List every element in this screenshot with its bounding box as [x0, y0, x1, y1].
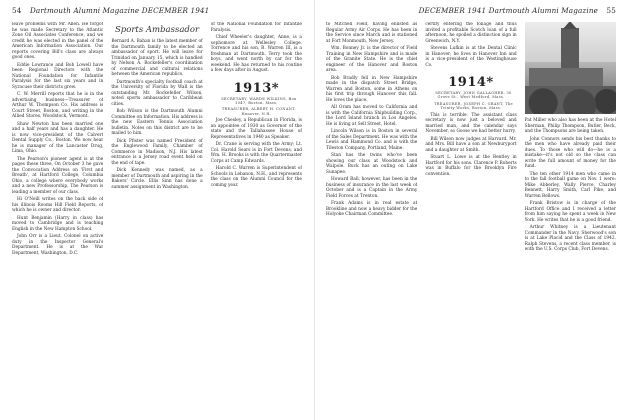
class-year-heading: 1914* [448, 75, 494, 90]
paragraph: All Oram has moved to California and is with the California Shipbuilding Corp., the Lord Island branch in Los Angeles. He is living at Sell Street, Hotel. [326, 105, 418, 127]
paragraph: of the National Foundation for Infantile Paralysis. [210, 22, 302, 33]
photo-trees [525, 86, 616, 114]
right-page [314, 0, 628, 420]
column-1 [12, 22, 103, 414]
paragraph: Eddie Lowrance and Bob Lowell have been Regional Directors with the National Foundation for Infantile Paralysis for the last six years and in Syracuse their districts grew. [12, 62, 104, 90]
paragraph: certify entering the foliage and thus invited a profitable Scotch loan of a full afternoon, he spoiled a distinction sign in Greenwich, N.Y. [425, 22, 517, 44]
paragraph: C. W. Merrill reports that he is in the advertising business—Treasurer of Arthur W. Thompson Co. His address is Court Street, Boston, and writing in the Allied Stores, Woodstock, Vermont. [12, 92, 104, 119]
page-number: 55 [606, 6, 616, 15]
paragraph: to Mitchell Field, having enlisted as Regular Army Air Corps. He has been in the Service since March and is stationed at Fort Monmouth, New Jersey. [326, 22, 418, 44]
paragraph: Hunt Benjamin (Harry in class) has moved to Cambridge and is teaching English in the New Hampton School. [12, 215, 104, 232]
paragraph: Bill Wilson now judges at Harvard. Mr. and Mrs. Bill have a son at Newburyport and a daughter at Smith. [425, 136, 517, 153]
running-title: DECEMBER 1941 Dartmouth Alumni Magazine [418, 6, 598, 15]
paragraph: Bob Wilson is the Dartmouth Alumni Committee on Information. His address is the new Eastern Tennis Association bulletin. Notes on this district are to be mailed to him. [111, 109, 203, 136]
paragraph: Shaw Newton has been married one and a half years and has a daughter. He is now vice-president of the Calvert Dental Supply Co., Boston. We now hear he is manager of the Lancaster Drug, Lima, Ohio. [12, 121, 104, 154]
paragraph: Frank Bristow is in charge of the Hartford Office and I received a letter from him saying he spent a week in New York. He writes that he is a good friend. [524, 201, 616, 223]
paragraph: This is terrible. The assistant class secretary is now just a beloved and married man, and the calendar says November, so Goose we had better hurry. [425, 112, 517, 135]
paragraph: Arthur Whitney is a Lieutenant Commander in the Navy. Sherwood's son is at Lake Placid and the Class of 1942. Ralph Stevens, a recent class member, is with the U.S. Corps Club, Fort Devens. [524, 225, 616, 252]
paragraph: Dick Pfister was named President of the Englewood Family, Chamber of Commerce in Madison, N.J. His latest entrance is a Jersey road event held on the end of tape. [111, 138, 203, 166]
church-photo [525, 22, 616, 114]
paragraph: Stan has the twins who've been showing our class at Woodstock and Walpole. Buck has an outing on Lake Sunapee. [326, 153, 418, 175]
paragraph: Harold C. Warren is Superintendent of Schools in Lebanon, N.H., and represents the class on the Alumni Council for the coming year. [210, 166, 302, 188]
column-2 [111, 22, 202, 414]
secretary-line: SECRETARY, WARDE WILKINS, Box 1047, Boston, Mass. [221, 96, 297, 105]
column-2 [425, 22, 516, 414]
running-title: Dartmouth Alumni Magazine DECEMBER 1941 [30, 6, 210, 15]
secretary-line: SECRETARY, JOHN GALLAGHER, 30 Grove St., West Medford, Mass. [435, 91, 512, 100]
text-columns [326, 22, 616, 414]
paragraph: John Orr is a Lieut. Colonel on active duty in the Inspector General's Department. He is at the War Department, Washington, D.C. [12, 234, 104, 256]
section-title: Sports Ambassador [114, 25, 200, 35]
paragraph: Frank Adams is in real estate at Brookline and now a heavy bidder for the Holyoke Chairman Committee. [326, 201, 418, 217]
paragraph: John Connors sends his best thanks to the men who have already paid their dues. To those who will do—he is a mistake—it's not old so the class can write the full amount of money for the fund. [524, 136, 616, 169]
paragraph: The ten other 1914 men who came in to the fall football game on Nov. 1 were: Mike Abberley, Wally Pierce, Charley Bennett, Harry Smith, Carl Pike, and Warren Bellows. [524, 171, 616, 199]
paragraph: Dick Kennedy was named, as a member of Dartmouth and aspiring in the Bakers' Circle. Ellis Sinn has done a summer assignment in Washington. [111, 168, 203, 190]
column-3 [211, 22, 302, 414]
paragraph: Dr. Crane is serving with the Army; Lt. Col. Harold Sears is in Fort Devens, and Wm. H. Brooks is with the Quartermaster Corps at Camp Edwards. [210, 142, 302, 164]
paragraph: Chief Wheeler's daughter, Anne, is a sophomore at Wellesley College. Torrence and his son, B. Warren III, is a freshman at Dartmouth. Terry took the boys, and went north by car for the weekend. He has returned to his routine a few days after in August. [210, 35, 302, 73]
paragraph: Stuart L. Lowe is at the Bentley in Hartford for his sons. Clarence P. Roberts was in Buffalo for the Brooklyn Fire convention. [425, 155, 517, 177]
running-header [326, 6, 616, 18]
paragraph: Howard Ball, however, has been in the business of insurance in the last week of October and is a Captain in the Army Field Forces at Trenton. [326, 177, 418, 199]
running-header [12, 6, 302, 18]
paragraph: Bernard A. Bahan is the latest member of the Dartmouth family to be elected an ambassador of sport. He will leave for Trinidad on January 15, which is handled by Nelson A. Rockefeller's coordination of commercial and cultural relations between the American republics. [111, 39, 203, 77]
column-1 [326, 22, 417, 414]
text-columns [12, 22, 302, 414]
treasurer-line: TREASURER, ALBERT H. CONANT, Hanover, N.H. [221, 107, 296, 116]
paragraph: leave problems with Mr. Allen. He forgot he was made Secretary to the Atlantic Zone Oil Associates Conference, and we credit he was elected in the panel of the American Information Association. Our reports covering Bill's class are always good ones. [12, 22, 104, 60]
paragraph: Bob Bradly fell in New Hampshire made in the dispatch Street Bridge, Warren and Boston, some in Athens on his first trip through Hanover this fall. He loves the place. [326, 75, 418, 103]
paragraph: The Pearson's pioneer agent is at the pages these three, On October 3 he gave the Convocation Address on 'First and Breath', at Hartford College, Columbia Ohio, a college where everybody works and a new Professorship, The Pearson is leading a member of our class. [12, 156, 104, 195]
class-year-heading: 1913* [233, 80, 280, 96]
paragraph: Stevens Lufkin is at the Dental Clinic in Hanover; he lives in Hanover Inn and is a vice-president of the Westinghouse Co. [425, 46, 517, 68]
paragraph: Hi O'Neill writes on the back side of his illinois Rooms Hill Field Reports, of which he is owner and director. [12, 197, 104, 213]
treasurer-line: TREASURER, JOSEPH C. GRANT, The Trinity Works, Boston, Mass. [434, 101, 513, 111]
paragraph: Pat Miller who also has been at the Hotel Sherman, Philip Thompson, Butler, Beck, and the Thompsons are being taken. [524, 118, 616, 134]
paragraph: Joe Chesley, a Republican in Florida, is an appointee of 1930 as Governor of the state and the Tallahassee House of Representatives in 1940 as Speaker. [210, 118, 302, 140]
paragraph: Dartmouth's specialty football coach at the University of Florida by Wall is the outstanding Mr. Rockefeller Wilson, noted sports ambassador to Caribbean cities. [111, 79, 203, 107]
page-number: 54 [12, 6, 22, 15]
column-3 [525, 22, 616, 414]
paragraph: Wm. Bonney Jr. is the director of Field Training in New Hampshire and is made of the Granite State. He is the chief engineer of the Hanover and Boston area. [326, 46, 418, 73]
paragraph: Lincoln Wilson is in Boston in several of the Sales Department. He was with the Lewis and Hammond Co. and is with the Tileston Company, Portland, Maine. [326, 129, 418, 151]
